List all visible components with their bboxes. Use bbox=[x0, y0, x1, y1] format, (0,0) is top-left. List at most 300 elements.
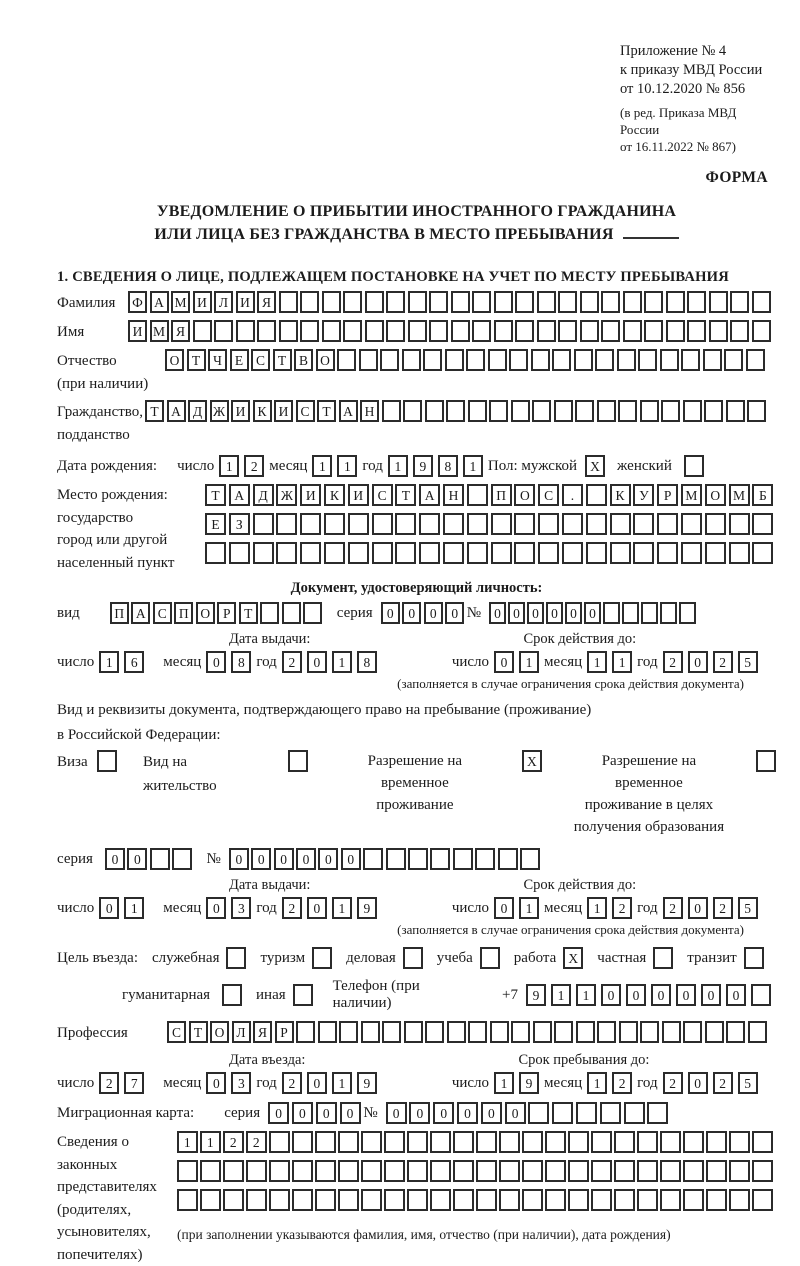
char-box[interactable]: И bbox=[236, 291, 255, 313]
char-box[interactable]: И bbox=[193, 291, 212, 313]
char-box[interactable] bbox=[633, 513, 654, 535]
char-box[interactable] bbox=[752, 1189, 773, 1211]
char-box[interactable] bbox=[681, 513, 702, 535]
char-box[interactable] bbox=[229, 542, 250, 564]
char-box[interactable]: Ж bbox=[276, 484, 297, 506]
char-box[interactable] bbox=[386, 320, 405, 342]
char-box[interactable]: Т bbox=[273, 349, 292, 371]
char-box[interactable] bbox=[246, 1160, 267, 1182]
char-box[interactable]: 2 bbox=[663, 897, 683, 919]
char-box[interactable] bbox=[597, 1021, 616, 1043]
char-box[interactable]: 2 bbox=[713, 1072, 733, 1094]
char-box[interactable] bbox=[322, 291, 341, 313]
char-box[interactable]: О bbox=[165, 349, 184, 371]
char-box[interactable]: 0 bbox=[676, 984, 696, 1006]
char-box[interactable]: Т bbox=[187, 349, 206, 371]
char-box[interactable] bbox=[709, 320, 728, 342]
char-box[interactable] bbox=[520, 848, 540, 870]
char-box[interactable] bbox=[618, 400, 637, 422]
char-box[interactable] bbox=[586, 513, 607, 535]
char-box[interactable] bbox=[276, 542, 297, 564]
char-box[interactable] bbox=[363, 848, 383, 870]
char-box[interactable] bbox=[269, 1189, 290, 1211]
char-box[interactable]: 0 bbox=[307, 651, 327, 673]
char-box[interactable] bbox=[660, 1131, 681, 1153]
char-box[interactable] bbox=[638, 349, 657, 371]
char-box[interactable] bbox=[538, 542, 559, 564]
char-box[interactable]: М bbox=[681, 484, 702, 506]
char-box[interactable]: Я bbox=[171, 320, 190, 342]
char-box[interactable]: 0 bbox=[505, 1102, 526, 1124]
char-box[interactable]: 0 bbox=[424, 602, 443, 624]
char-box[interactable] bbox=[603, 602, 620, 624]
char-box[interactable]: 0 bbox=[292, 1102, 313, 1124]
char-box[interactable] bbox=[537, 291, 556, 313]
char-box[interactable]: Ч bbox=[208, 349, 227, 371]
char-box[interactable]: М bbox=[729, 484, 750, 506]
char-box[interactable] bbox=[537, 320, 556, 342]
char-box[interactable] bbox=[269, 1131, 290, 1153]
char-box[interactable] bbox=[522, 1160, 543, 1182]
char-box[interactable] bbox=[660, 1160, 681, 1182]
char-box[interactable]: 0 bbox=[307, 897, 327, 919]
char-box[interactable]: 0 bbox=[726, 984, 746, 1006]
char-box[interactable] bbox=[395, 513, 416, 535]
char-box[interactable] bbox=[382, 400, 401, 422]
char-box[interactable]: 0 bbox=[546, 602, 563, 624]
char-box[interactable] bbox=[408, 291, 427, 313]
char-box[interactable] bbox=[730, 320, 749, 342]
char-box[interactable]: Я bbox=[257, 291, 276, 313]
char-box[interactable] bbox=[453, 1189, 474, 1211]
char-box[interactable] bbox=[744, 947, 764, 969]
char-box[interactable] bbox=[662, 1021, 681, 1043]
char-box[interactable] bbox=[586, 542, 607, 564]
char-box[interactable]: Т bbox=[395, 484, 416, 506]
char-box[interactable]: Я bbox=[253, 1021, 272, 1043]
char-box[interactable] bbox=[257, 320, 276, 342]
char-box[interactable]: 0 bbox=[296, 848, 316, 870]
char-box[interactable]: О bbox=[316, 349, 335, 371]
char-box[interactable] bbox=[580, 320, 599, 342]
char-box[interactable] bbox=[279, 291, 298, 313]
char-box[interactable] bbox=[623, 291, 642, 313]
char-box[interactable] bbox=[315, 1160, 336, 1182]
char-box[interactable]: 2 bbox=[282, 897, 302, 919]
char-box[interactable] bbox=[661, 400, 680, 422]
char-box[interactable]: 0 bbox=[601, 984, 621, 1006]
char-box[interactable] bbox=[511, 1021, 530, 1043]
char-box[interactable] bbox=[348, 513, 369, 535]
char-box[interactable]: А bbox=[339, 400, 358, 422]
char-box[interactable] bbox=[576, 1102, 597, 1124]
char-box[interactable] bbox=[552, 349, 571, 371]
char-box[interactable]: Т bbox=[145, 400, 164, 422]
char-box[interactable]: П bbox=[174, 602, 193, 624]
char-box[interactable] bbox=[425, 1021, 444, 1043]
char-box[interactable]: 0 bbox=[127, 848, 147, 870]
char-box[interactable] bbox=[453, 1160, 474, 1182]
char-box[interactable] bbox=[300, 542, 321, 564]
char-box[interactable] bbox=[419, 513, 440, 535]
char-box[interactable] bbox=[386, 291, 405, 313]
char-box[interactable] bbox=[641, 602, 658, 624]
char-box[interactable]: 0 bbox=[206, 897, 226, 919]
char-box[interactable] bbox=[683, 1189, 704, 1211]
char-box[interactable]: 0 bbox=[341, 848, 361, 870]
char-box[interactable] bbox=[453, 848, 473, 870]
char-box[interactable] bbox=[562, 513, 583, 535]
char-box[interactable] bbox=[467, 484, 488, 506]
char-box[interactable] bbox=[468, 1021, 487, 1043]
char-box[interactable]: А bbox=[167, 400, 186, 422]
char-box[interactable] bbox=[480, 947, 500, 969]
char-box[interactable]: 9 bbox=[519, 1072, 539, 1094]
char-box[interactable] bbox=[637, 1131, 658, 1153]
char-box[interactable]: 2 bbox=[223, 1131, 244, 1153]
char-box[interactable] bbox=[657, 513, 678, 535]
char-box[interactable] bbox=[475, 848, 495, 870]
char-box[interactable]: 0 bbox=[99, 897, 119, 919]
char-box[interactable] bbox=[568, 1160, 589, 1182]
char-box[interactable] bbox=[359, 349, 378, 371]
char-box[interactable]: И bbox=[300, 484, 321, 506]
char-box[interactable] bbox=[296, 1021, 315, 1043]
char-box[interactable] bbox=[430, 1189, 451, 1211]
char-box[interactable]: 0 bbox=[489, 602, 506, 624]
char-box[interactable] bbox=[726, 1021, 745, 1043]
char-box[interactable]: 2 bbox=[663, 651, 683, 673]
char-box[interactable]: 1 bbox=[219, 455, 239, 477]
char-box[interactable] bbox=[531, 349, 550, 371]
char-box[interactable]: 5 bbox=[738, 897, 758, 919]
char-box[interactable] bbox=[705, 542, 726, 564]
char-box[interactable] bbox=[509, 349, 528, 371]
char-box[interactable] bbox=[467, 513, 488, 535]
char-box[interactable] bbox=[223, 1189, 244, 1211]
char-box[interactable] bbox=[451, 320, 470, 342]
char-box[interactable]: Р bbox=[217, 602, 236, 624]
char-box[interactable] bbox=[633, 542, 654, 564]
char-box[interactable] bbox=[205, 542, 226, 564]
char-box[interactable]: С bbox=[251, 349, 270, 371]
char-box[interactable] bbox=[706, 1131, 727, 1153]
char-box[interactable] bbox=[430, 848, 450, 870]
char-box[interactable] bbox=[407, 1131, 428, 1153]
char-box[interactable]: 5 bbox=[738, 1072, 758, 1094]
char-box[interactable]: 1 bbox=[463, 455, 483, 477]
char-box[interactable]: 0 bbox=[565, 602, 582, 624]
char-box[interactable] bbox=[339, 1021, 358, 1043]
char-box[interactable] bbox=[472, 320, 491, 342]
char-box[interactable] bbox=[343, 291, 362, 313]
char-box[interactable] bbox=[384, 1189, 405, 1211]
char-box[interactable] bbox=[315, 1131, 336, 1153]
char-box[interactable]: С bbox=[167, 1021, 186, 1043]
char-box[interactable] bbox=[443, 542, 464, 564]
char-box[interactable]: 1 bbox=[494, 1072, 514, 1094]
char-box[interactable] bbox=[558, 291, 577, 313]
char-box[interactable] bbox=[538, 513, 559, 535]
char-box[interactable] bbox=[408, 848, 428, 870]
char-box[interactable] bbox=[384, 1131, 405, 1153]
char-box[interactable] bbox=[558, 320, 577, 342]
char-box[interactable] bbox=[683, 1160, 704, 1182]
char-box[interactable]: Т bbox=[317, 400, 336, 422]
char-box[interactable] bbox=[404, 1021, 423, 1043]
char-box[interactable] bbox=[679, 602, 696, 624]
char-box[interactable] bbox=[214, 320, 233, 342]
char-box[interactable]: 0 bbox=[206, 651, 226, 673]
char-box[interactable] bbox=[276, 513, 297, 535]
char-box[interactable] bbox=[491, 542, 512, 564]
char-box[interactable]: Л bbox=[214, 291, 233, 313]
char-box[interactable] bbox=[515, 291, 534, 313]
char-box[interactable] bbox=[499, 1131, 520, 1153]
char-box[interactable] bbox=[705, 513, 726, 535]
char-box[interactable] bbox=[748, 1021, 767, 1043]
char-box[interactable]: К bbox=[253, 400, 272, 422]
char-box[interactable] bbox=[466, 349, 485, 371]
char-box[interactable] bbox=[514, 513, 535, 535]
char-box[interactable]: З bbox=[229, 513, 250, 535]
char-box[interactable] bbox=[657, 542, 678, 564]
char-box[interactable]: 0 bbox=[340, 1102, 361, 1124]
char-box[interactable] bbox=[200, 1189, 221, 1211]
char-box[interactable] bbox=[300, 513, 321, 535]
char-box[interactable]: 5 bbox=[738, 651, 758, 673]
char-box[interactable] bbox=[617, 349, 636, 371]
char-box[interactable]: Н bbox=[360, 400, 379, 422]
char-box[interactable] bbox=[269, 1160, 290, 1182]
char-box[interactable] bbox=[568, 1189, 589, 1211]
char-box[interactable] bbox=[318, 1021, 337, 1043]
char-box[interactable]: 0 bbox=[274, 848, 294, 870]
char-box[interactable] bbox=[476, 1160, 497, 1182]
char-box[interactable] bbox=[223, 1160, 244, 1182]
char-box[interactable] bbox=[490, 1021, 509, 1043]
char-box[interactable] bbox=[640, 400, 659, 422]
char-box[interactable] bbox=[429, 320, 448, 342]
char-box[interactable] bbox=[303, 602, 322, 624]
char-box[interactable] bbox=[729, 513, 750, 535]
char-box[interactable] bbox=[451, 291, 470, 313]
char-box[interactable] bbox=[246, 1189, 267, 1211]
char-box[interactable] bbox=[528, 1102, 549, 1124]
char-box[interactable] bbox=[580, 291, 599, 313]
char-box[interactable]: 1 bbox=[99, 651, 119, 673]
char-box[interactable] bbox=[511, 400, 530, 422]
char-box[interactable] bbox=[292, 1189, 313, 1211]
char-box[interactable] bbox=[729, 542, 750, 564]
char-box[interactable] bbox=[372, 513, 393, 535]
char-box[interactable] bbox=[402, 349, 421, 371]
char-box[interactable]: А bbox=[229, 484, 250, 506]
char-box[interactable] bbox=[429, 291, 448, 313]
char-box[interactable] bbox=[552, 1102, 573, 1124]
char-box[interactable] bbox=[338, 1131, 359, 1153]
char-box[interactable]: 9 bbox=[526, 984, 546, 1006]
char-box[interactable]: И bbox=[128, 320, 147, 342]
char-box[interactable] bbox=[591, 1189, 612, 1211]
char-box[interactable] bbox=[430, 1131, 451, 1153]
char-box[interactable] bbox=[515, 320, 534, 342]
char-box[interactable] bbox=[494, 291, 513, 313]
char-box[interactable] bbox=[724, 349, 743, 371]
char-box[interactable]: 0 bbox=[527, 602, 544, 624]
char-box[interactable]: Т bbox=[189, 1021, 208, 1043]
char-box[interactable] bbox=[683, 1131, 704, 1153]
char-box[interactable] bbox=[752, 513, 773, 535]
char-box[interactable] bbox=[703, 349, 722, 371]
char-box[interactable] bbox=[756, 750, 776, 772]
char-box[interactable]: А bbox=[131, 602, 150, 624]
char-box[interactable] bbox=[324, 513, 345, 535]
char-box[interactable] bbox=[683, 1021, 702, 1043]
char-box[interactable]: 2 bbox=[713, 897, 733, 919]
char-box[interactable] bbox=[597, 400, 616, 422]
char-box[interactable] bbox=[591, 1160, 612, 1182]
char-box[interactable] bbox=[681, 542, 702, 564]
char-box[interactable] bbox=[472, 291, 491, 313]
char-box[interactable]: 1 bbox=[587, 897, 607, 919]
char-box[interactable]: 2 bbox=[713, 651, 733, 673]
char-box[interactable] bbox=[279, 320, 298, 342]
char-box[interactable] bbox=[660, 349, 679, 371]
char-box[interactable] bbox=[348, 542, 369, 564]
char-box[interactable] bbox=[494, 320, 513, 342]
char-box[interactable] bbox=[752, 542, 773, 564]
char-box[interactable] bbox=[576, 1021, 595, 1043]
char-box[interactable]: С bbox=[153, 602, 172, 624]
char-box[interactable]: О bbox=[210, 1021, 229, 1043]
char-box[interactable] bbox=[338, 1160, 359, 1182]
char-box[interactable]: 2 bbox=[612, 1072, 632, 1094]
char-box[interactable] bbox=[382, 1021, 401, 1043]
char-box[interactable]: X bbox=[563, 947, 583, 969]
char-box[interactable] bbox=[595, 349, 614, 371]
char-box[interactable]: 1 bbox=[551, 984, 571, 1006]
char-box[interactable] bbox=[300, 291, 319, 313]
char-box[interactable] bbox=[532, 400, 551, 422]
char-box[interactable]: 1 bbox=[587, 651, 607, 673]
char-box[interactable] bbox=[729, 1131, 750, 1153]
char-box[interactable] bbox=[623, 320, 642, 342]
char-box[interactable]: 2 bbox=[246, 1131, 267, 1153]
char-box[interactable] bbox=[445, 349, 464, 371]
char-box[interactable] bbox=[637, 1189, 658, 1211]
char-box[interactable] bbox=[498, 848, 518, 870]
char-box[interactable]: 0 bbox=[307, 1072, 327, 1094]
char-box[interactable] bbox=[522, 1189, 543, 1211]
char-box[interactable] bbox=[545, 1131, 566, 1153]
char-box[interactable]: У bbox=[633, 484, 654, 506]
char-box[interactable] bbox=[453, 1131, 474, 1153]
char-box[interactable] bbox=[729, 1160, 750, 1182]
char-box[interactable] bbox=[395, 542, 416, 564]
char-box[interactable] bbox=[601, 291, 620, 313]
char-box[interactable] bbox=[499, 1189, 520, 1211]
char-box[interactable] bbox=[610, 513, 631, 535]
char-box[interactable]: С bbox=[538, 484, 559, 506]
char-box[interactable] bbox=[683, 400, 702, 422]
char-box[interactable]: 0 bbox=[206, 1072, 226, 1094]
char-box[interactable] bbox=[666, 320, 685, 342]
char-box[interactable]: 1 bbox=[177, 1131, 198, 1153]
char-box[interactable] bbox=[619, 1021, 638, 1043]
char-box[interactable] bbox=[687, 320, 706, 342]
char-box[interactable] bbox=[637, 1160, 658, 1182]
char-box[interactable]: Л bbox=[232, 1021, 251, 1043]
char-box[interactable] bbox=[423, 349, 442, 371]
char-box[interactable] bbox=[644, 291, 663, 313]
char-box[interactable] bbox=[709, 291, 728, 313]
char-box[interactable] bbox=[403, 947, 423, 969]
char-box[interactable]: П bbox=[491, 484, 512, 506]
char-box[interactable] bbox=[706, 1189, 727, 1211]
char-box[interactable] bbox=[177, 1160, 198, 1182]
char-box[interactable]: 9 bbox=[357, 897, 377, 919]
char-box[interactable]: Н bbox=[443, 484, 464, 506]
char-box[interactable] bbox=[419, 542, 440, 564]
char-box[interactable] bbox=[292, 1131, 313, 1153]
char-box[interactable] bbox=[384, 1160, 405, 1182]
char-box[interactable]: 0 bbox=[481, 1102, 502, 1124]
char-box[interactable] bbox=[467, 542, 488, 564]
char-box[interactable]: И bbox=[274, 400, 293, 422]
char-box[interactable] bbox=[681, 349, 700, 371]
char-box[interactable]: 0 bbox=[251, 848, 271, 870]
char-box[interactable]: 7 bbox=[124, 1072, 144, 1094]
char-box[interactable] bbox=[177, 1189, 198, 1211]
char-box[interactable]: 0 bbox=[626, 984, 646, 1006]
char-box[interactable] bbox=[293, 984, 313, 1006]
char-box[interactable] bbox=[407, 1189, 428, 1211]
char-box[interactable] bbox=[752, 320, 771, 342]
char-box[interactable]: Р bbox=[275, 1021, 294, 1043]
char-box[interactable]: 2 bbox=[244, 455, 264, 477]
char-box[interactable]: 1 bbox=[519, 897, 539, 919]
char-box[interactable] bbox=[653, 947, 673, 969]
char-box[interactable] bbox=[568, 1131, 589, 1153]
char-box[interactable] bbox=[706, 1160, 727, 1182]
char-box[interactable]: Т bbox=[205, 484, 226, 506]
char-box[interactable] bbox=[545, 1189, 566, 1211]
char-box[interactable] bbox=[337, 349, 356, 371]
char-box[interactable]: С bbox=[372, 484, 393, 506]
char-box[interactable] bbox=[361, 1160, 382, 1182]
char-box[interactable]: 3 bbox=[231, 1072, 251, 1094]
char-box[interactable] bbox=[640, 1021, 659, 1043]
char-box[interactable]: О bbox=[196, 602, 215, 624]
char-box[interactable]: А bbox=[419, 484, 440, 506]
char-box[interactable] bbox=[172, 848, 192, 870]
char-box[interactable] bbox=[200, 1160, 221, 1182]
char-box[interactable] bbox=[288, 750, 308, 772]
char-box[interactable] bbox=[260, 602, 279, 624]
char-box[interactable] bbox=[586, 484, 607, 506]
char-box[interactable]: 0 bbox=[651, 984, 671, 1006]
char-box[interactable] bbox=[407, 1160, 428, 1182]
char-box[interactable] bbox=[687, 291, 706, 313]
char-box[interactable] bbox=[729, 1189, 750, 1211]
char-box[interactable] bbox=[554, 400, 573, 422]
title-blank-line[interactable] bbox=[623, 224, 679, 239]
char-box[interactable] bbox=[446, 400, 465, 422]
char-box[interactable] bbox=[610, 542, 631, 564]
char-box[interactable] bbox=[660, 1189, 681, 1211]
char-box[interactable]: 2 bbox=[99, 1072, 119, 1094]
